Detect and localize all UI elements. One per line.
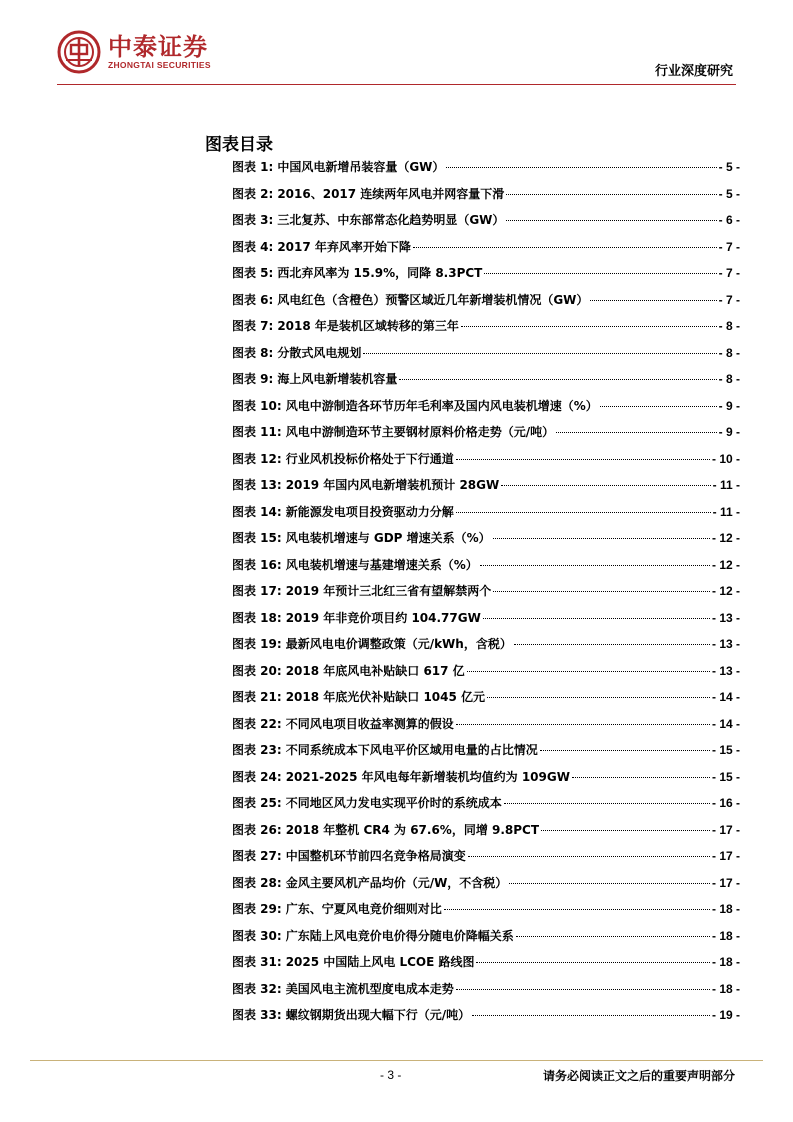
toc-entry-title: 不同风电项目收益率测算的假设 <box>285 716 454 731</box>
toc-dot-leader <box>501 485 710 486</box>
toc-entry[interactable] <box>232 609 740 636</box>
toc-entry-page: - 13 - <box>711 637 740 651</box>
toc-entry-label: 图表 29: <box>232 902 282 916</box>
toc-entry-page: - 7 - <box>718 239 740 254</box>
toc-entry-label: 图表 15: <box>232 531 282 545</box>
toc-entry-page: - 18 - <box>711 902 740 916</box>
toc-entry-title: 2016、2017 连续两年风电并网容量下滑 <box>277 186 505 201</box>
toc-entry-title: 不同地区风力发电实现平价时的系统成本 <box>285 796 502 810</box>
toc-entry-title: 新能源发电项目投资驱动力分解 <box>285 504 454 519</box>
toc-entry-title: 2019 年非竞价项目约 104.77GW <box>285 610 481 625</box>
toc-entry-label: 图表 12: <box>232 451 282 466</box>
toc-dot-leader <box>472 1015 710 1016</box>
toc-entry-label: 图表 8: <box>232 345 274 360</box>
toc-entry[interactable] <box>232 1006 740 1033</box>
toc-entry[interactable] <box>232 476 740 503</box>
toc-entry-page: - 8 - <box>718 372 740 386</box>
toc-dot-leader <box>516 936 710 937</box>
toc-entry[interactable] <box>232 715 740 742</box>
toc-dot-leader <box>413 247 717 248</box>
toc-dot-leader <box>504 803 710 804</box>
toc-dot-leader <box>540 750 710 751</box>
toc-entry[interactable] <box>232 821 740 848</box>
zhongtai-logo-icon <box>57 30 101 74</box>
logo-chinese-name: 中泰证券 <box>108 32 208 61</box>
toc-dot-leader <box>483 618 710 619</box>
toc-entry[interactable] <box>232 317 740 344</box>
page-number: - 3 - <box>380 1068 402 1082</box>
toc-entry-title: 广东陆上风电竞价电价得分随电价降幅关系 <box>285 928 514 943</box>
toc-entry-page: - 5 - <box>718 186 740 201</box>
toc-entry[interactable] <box>232 450 740 477</box>
toc-entry-page: - 15 - <box>711 743 740 757</box>
toc-entry[interactable] <box>232 291 740 318</box>
toc-entry-page: - 13 - <box>711 610 740 625</box>
toc-entry-label: 图表 11: <box>232 425 282 439</box>
toc-entry-title: 行业风机投标价格处于下行通道 <box>285 451 454 466</box>
toc-dot-leader <box>506 220 716 221</box>
toc-entry-title: 金风主要风机产品均价（元/W，不含税） <box>285 875 508 890</box>
toc-dot-leader <box>399 379 716 380</box>
toc-entry-title: 2019 年预计三北红三省有望解禁两个 <box>285 584 492 598</box>
toc-entry-page: - 15 - <box>711 769 740 784</box>
toc-entry-title: 广东、宁夏风电竞价细则对比 <box>285 902 442 916</box>
toc-dot-leader <box>444 909 710 910</box>
toc-entry-label: 图表 3: <box>232 213 274 227</box>
toc-entry[interactable] <box>232 900 740 927</box>
toc-entry-label: 图表 2: <box>232 186 274 201</box>
toc-entry[interactable] <box>232 953 740 980</box>
toc-dot-leader <box>484 273 716 274</box>
footer-disclaimer: 请务必阅读正文之后的重要声明部分 <box>542 1069 735 1083</box>
toc-entry-page: - 13 - <box>711 663 740 678</box>
toc-entry[interactable] <box>232 529 740 556</box>
toc-entry-page: - 7 - <box>718 292 740 307</box>
toc-entry-title: 2018 年底风电补贴缺口 617 亿 <box>285 663 465 678</box>
toc-entry-page: - 9 - <box>718 398 740 413</box>
toc-entry-title: 2017 年弃风率开始下降 <box>277 239 411 254</box>
toc-entry-title: 2019 年国内风电新增装机预计 28GW <box>285 478 500 492</box>
toc-entry-title: 风电中游制造环节主要钢材原料价格走势（元/吨） <box>285 425 555 439</box>
toc-entry-label: 图表 7: <box>232 319 274 333</box>
toc-entry[interactable] <box>232 211 740 238</box>
toc-entry-label: 图表 16: <box>232 557 282 572</box>
toc-dot-leader <box>487 697 710 698</box>
toc-dot-leader <box>506 194 716 195</box>
toc-entry-title: 美国风电主流机型度电成本走势 <box>285 981 454 996</box>
toc-dot-leader <box>480 565 710 566</box>
toc-entry-page: - 5 - <box>718 160 740 174</box>
toc-entry[interactable] <box>232 980 740 1007</box>
company-logo <box>57 30 211 74</box>
toc-entry-label: 图表 14: <box>232 504 282 519</box>
toc-dot-leader <box>468 856 710 857</box>
toc-entry[interactable] <box>232 927 740 954</box>
toc-entry[interactable] <box>232 344 740 371</box>
toc-dot-leader <box>363 353 716 354</box>
toc-dot-leader <box>456 989 710 990</box>
toc-entry-label: 图表 22: <box>232 716 282 731</box>
toc-dot-leader <box>456 724 710 725</box>
toc-entry-title: 海上风电新增装机容量 <box>277 372 398 386</box>
toc-entry-page: - 17 - <box>711 875 740 890</box>
toc-entry-title: 分散式风电规划 <box>277 345 362 360</box>
toc-entry-title: 2025 中国陆上风电 LCOE 路线图 <box>285 955 475 969</box>
toc-entry-title: 2018 年整机 CR4 为 67.6%，同增 9.8PCT <box>285 822 540 837</box>
toc-entry[interactable] <box>232 423 740 450</box>
toc-entry-label: 图表 33: <box>232 1008 282 1022</box>
toc-entry[interactable] <box>232 874 740 901</box>
logo-english-name: ZHONGTAI SECURITIES <box>108 59 211 70</box>
toc-entry-title: 风电装机增速与基建增速关系（%） <box>285 557 478 572</box>
report-type-label: 行业深度研究 <box>654 64 733 79</box>
toc-entry[interactable] <box>232 185 740 212</box>
toc-dot-leader <box>514 644 710 645</box>
toc-title: 图表目录 <box>205 135 273 155</box>
toc-entry-page: - 14 - <box>711 690 740 704</box>
toc-entry-label: 图表 21: <box>232 690 282 704</box>
toc-entry-label: 图表 24: <box>232 769 282 784</box>
toc-dot-leader <box>476 962 710 963</box>
toc-entry-page: - 12 - <box>711 531 740 545</box>
toc-entry-title: 风电红色（含橙色）预警区域近几年新增装机情况（GW） <box>277 292 589 307</box>
toc-entry-page: - 17 - <box>711 849 740 863</box>
toc-entry-page: - 11 - <box>712 504 740 519</box>
toc-entry-label: 图表 28: <box>232 875 282 890</box>
toc-entry-title: 中国风电新增吊装容量（GW） <box>277 160 445 174</box>
toc-entry[interactable] <box>232 264 740 291</box>
toc-entry-label: 图表 30: <box>232 928 282 943</box>
toc-entry-label: 图表 27: <box>232 849 282 863</box>
toc-entry-label: 图表 18: <box>232 610 282 625</box>
toc-entry-title: 中国整机环节前四名竞争格局演变 <box>285 849 466 863</box>
toc-entry[interactable] <box>232 847 740 874</box>
toc-entry-title: 2018 年是装机区域转移的第三年 <box>277 319 459 333</box>
header-divider <box>57 84 736 85</box>
toc-entry-label: 图表 9: <box>232 372 274 386</box>
toc-entry-page: - 18 - <box>711 928 740 943</box>
toc-entry[interactable] <box>232 635 740 662</box>
toc-entry-title: 螺纹钢期货出现大幅下行（元/吨） <box>285 1008 471 1022</box>
toc-entry-label: 图表 1: <box>232 160 274 174</box>
footer-divider <box>30 1060 763 1061</box>
toc-entry[interactable] <box>232 556 740 583</box>
toc-dot-leader <box>456 459 710 460</box>
toc-entry-page: - 18 - <box>711 955 740 969</box>
toc-entry-label: 图表 4: <box>232 239 274 254</box>
toc-entry[interactable] <box>232 238 740 265</box>
toc-entry-label: 图表 5: <box>232 266 274 280</box>
toc-entry-page: - 17 - <box>711 822 740 837</box>
toc-dot-leader <box>600 406 717 407</box>
toc-entry-page: - 9 - <box>718 425 740 439</box>
toc-entry[interactable] <box>232 503 740 530</box>
toc-dot-leader <box>461 326 717 327</box>
toc-entry-page: - 16 - <box>711 796 740 810</box>
toc-entry[interactable] <box>232 582 740 609</box>
toc-dot-leader <box>541 830 710 831</box>
toc-entry-title: 2021-2025 年风电每年新增装机均值约为 109GW <box>285 769 570 784</box>
toc-entry-label: 图表 26: <box>232 822 282 837</box>
page-header <box>0 0 793 90</box>
toc-entry-label: 图表 17: <box>232 584 282 598</box>
toc-entry-page: - 7 - <box>718 266 740 280</box>
toc-entry-page: - 8 - <box>718 345 740 360</box>
toc-entry-label: 图表 20: <box>232 663 282 678</box>
toc-entry-title: 最新风电电价调整政策（元/kWh，含税） <box>285 637 512 651</box>
toc-dot-leader <box>556 432 717 433</box>
toc-entry-page: - 6 - <box>718 213 740 227</box>
toc-entry-title: 风电装机增速与 GDP 增速关系（%） <box>285 531 491 545</box>
toc-list <box>232 158 740 1033</box>
toc-entry-page: - 19 - <box>711 1008 740 1022</box>
toc-entry-title: 2018 年底光伏补贴缺口 1045 亿元 <box>285 690 486 704</box>
toc-entry-label: 图表 6: <box>232 292 274 307</box>
toc-entry-label: 图表 10: <box>232 398 282 413</box>
toc-entry-label: 图表 19: <box>232 637 282 651</box>
toc-entry-title: 西北弃风率为 15.9%，同降 8.3PCT <box>277 266 483 280</box>
toc-entry-page: - 12 - <box>711 584 740 598</box>
toc-dot-leader <box>467 671 710 672</box>
toc-entry-page: - 10 - <box>711 451 740 466</box>
toc-entry-label: 图表 32: <box>232 981 282 996</box>
toc-entry[interactable] <box>232 688 740 715</box>
toc-entry-page: - 11 - <box>712 478 740 492</box>
toc-dot-leader <box>493 538 710 539</box>
toc-entry[interactable] <box>232 158 740 185</box>
toc-entry-label: 图表 25: <box>232 796 282 810</box>
toc-entry[interactable] <box>232 370 740 397</box>
toc-entry-title: 不同系统成本下风电平价区域用电量的占比情况 <box>285 743 538 757</box>
toc-entry[interactable] <box>232 397 740 424</box>
toc-entry-title: 三北复苏、中东部常态化趋势明显（GW） <box>277 213 505 227</box>
toc-entry-label: 图表 13: <box>232 478 282 492</box>
toc-dot-leader <box>509 883 710 884</box>
toc-entry[interactable] <box>232 768 740 795</box>
toc-dot-leader <box>446 167 716 168</box>
toc-dot-leader <box>572 777 710 778</box>
toc-entry-page: - 12 - <box>711 557 740 572</box>
toc-entry-title: 风电中游制造各环节历年毛利率及国内风电装机增速（%） <box>285 398 598 413</box>
toc-entry-page: - 8 - <box>718 319 740 333</box>
toc-entry[interactable] <box>232 741 740 768</box>
toc-entry-page: - 18 - <box>711 981 740 996</box>
toc-entry-label: 图表 31: <box>232 955 282 969</box>
toc-dot-leader <box>456 512 711 513</box>
toc-dot-leader <box>590 300 716 301</box>
toc-entry-page: - 14 - <box>711 716 740 731</box>
toc-dot-leader <box>493 591 710 592</box>
toc-entry-label: 图表 23: <box>232 743 282 757</box>
toc-entry[interactable] <box>232 794 740 821</box>
toc-entry[interactable] <box>232 662 740 689</box>
